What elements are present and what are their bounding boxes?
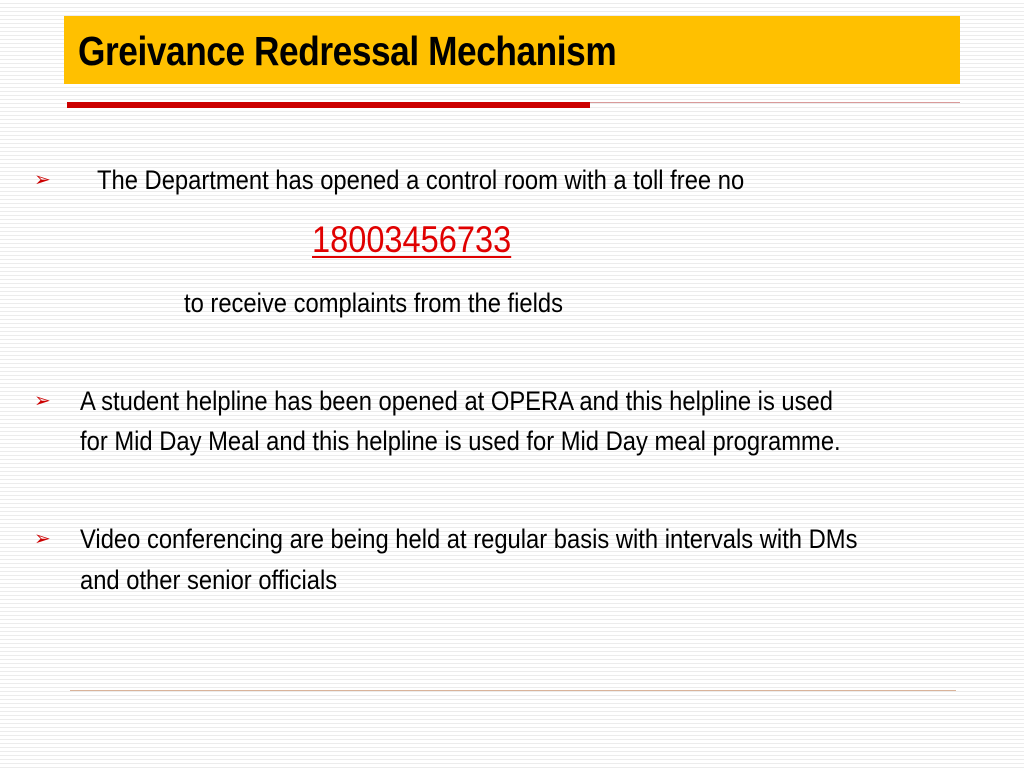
toll-free-number: 18003456733	[312, 219, 512, 260]
bullet-2-line-2: for Mid Day Meal and this helpline is used for Mid Day meal programme.	[80, 426, 841, 456]
bullet-1-line-2: to receive complaints from the fields	[184, 288, 564, 318]
bullet-3-line-1: Video conferencing are being held at regular basis with intervals with DMs	[80, 524, 858, 554]
slide-title: Greivance Redressal Mechanism	[78, 28, 617, 74]
bullet-1-line-1: The Department has opened a control room with a toll free no	[97, 165, 745, 195]
bullet-arrow-icon: ➢	[34, 169, 51, 191]
bullet-arrow-icon: ➢	[34, 390, 51, 412]
bullet-arrow-icon: ➢	[34, 528, 51, 550]
title-underline-thin	[590, 102, 960, 103]
title-underline-red	[67, 102, 590, 108]
bullet-3-line-2: and other senior officials	[80, 565, 338, 595]
footer-rule	[70, 690, 956, 691]
bullet-2-line-1: A student helpline has been opened at OPERA and this helpline is used	[80, 386, 833, 416]
title-bar	[64, 16, 960, 84]
